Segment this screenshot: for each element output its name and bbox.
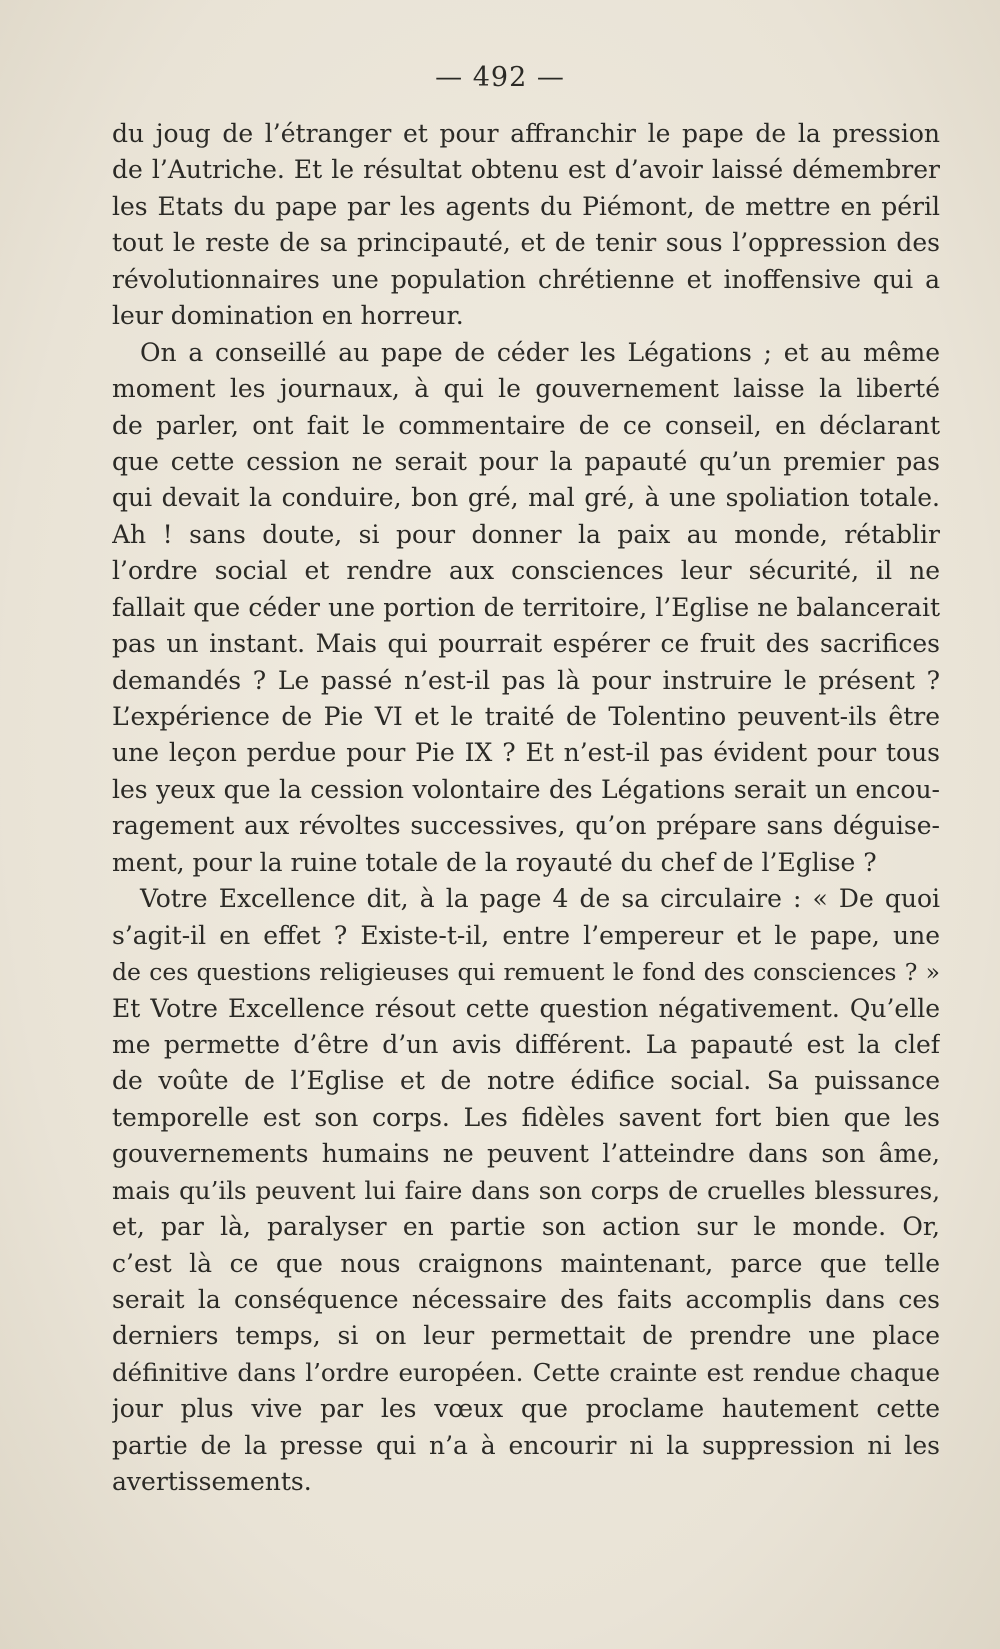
text-line: et, par là, paralyser en partie son action sur le monde. Or, bbox=[112, 1212, 940, 1242]
text-line: serait la conséquence nécessaire des faits accomplis dans ces bbox=[112, 1285, 940, 1314]
text-line: me permette d’être d’un avis différent. La papauté est la clef bbox=[112, 1029, 940, 1059]
text-line: c’est là ce que nous craignons maintenant, parce que telle bbox=[112, 1248, 940, 1278]
text-line: demandés ? Le passé n’est-il pas là pour instruire le présent ? bbox=[112, 665, 940, 695]
page-number: — 492 — bbox=[435, 62, 565, 93]
body-text bbox=[112, 116, 940, 1501]
text-line: l’ordre social et rendre aux consciences leur sécurité, il ne bbox=[112, 556, 940, 586]
text-line: les Etats du pape par les agents du Piémont, de mettre en péril bbox=[112, 191, 940, 221]
paragraph-start-line: Votre Excellence dit, à la page 4 de sa circulaire : « De quoi bbox=[140, 884, 940, 914]
text-line: partie de la presse qui n’a à encourir ni la suppression ni les bbox=[112, 1430, 940, 1460]
text-line: ment, pour la ruine totale de la royauté du chef de l’Eglise ? bbox=[112, 847, 877, 877]
text-line: de l’Autriche. Et le résultat obtenu est d’avoir laissé démembrer bbox=[112, 155, 940, 185]
text-line: s’agit-il en effet ? Existe-t-il, entre l’empereur et le pape, une bbox=[112, 920, 940, 950]
text-line: du joug de l’étranger et pour affranchir le pape de la pression bbox=[112, 119, 940, 148]
text-line: pas un instant. Mais qui pourrait espérer ce fruit des sacrifices bbox=[112, 629, 940, 659]
text-line: leur domination en horreur. bbox=[112, 301, 464, 331]
text-line: avertissements. bbox=[112, 1467, 312, 1497]
text-line: qui devait la conduire, bon gré, mal gré, à une spoliation totale. bbox=[112, 483, 940, 513]
text-line: derniers temps, si on leur permettait de prendre une place bbox=[112, 1321, 940, 1351]
text-line: tout le reste de sa principauté, et de tenir sous l’oppression des bbox=[112, 228, 940, 258]
text-line: Ah ! sans doute, si pour donner la paix au monde, rétablir bbox=[112, 519, 940, 549]
text-line: gouvernements humains ne peuvent l’atteindre dans son âme, bbox=[112, 1139, 940, 1169]
text-line: ragement aux révoltes successives, qu’on prépare sans déguise- bbox=[112, 811, 940, 841]
paragraph-start-line: On a conseillé au pape de céder les Légations ; et au même bbox=[140, 337, 940, 367]
text-line: L’expérience de Pie VI et le traité de Tolentino peuvent-ils être bbox=[112, 702, 940, 731]
text-line: définitive dans l’ordre européen. Cette crainte est rendue chaque bbox=[112, 1357, 940, 1387]
text-line: les yeux que la cession volontaire des Légations serait un encou- bbox=[112, 774, 940, 804]
text-line: moment les journaux, à qui le gouvernement laisse la liberté bbox=[112, 374, 940, 404]
text-line: temporelle est son corps. Les fidèles savent fort bien que les bbox=[112, 1102, 940, 1132]
text-line: une leçon perdue pour Pie IX ? Et n’est-il pas évident pour tous bbox=[112, 738, 940, 768]
text-line: jour plus vive par les vœux que proclame hautement cette bbox=[112, 1394, 940, 1424]
text-line: fallait que céder une portion de territoire, l’Eglise ne balancerait bbox=[112, 592, 940, 622]
text-line: de parler, ont fait le commentaire de ce conseil, en déclarant bbox=[112, 410, 940, 440]
text-line: Et Votre Excellence résout cette question négativement. Qu’elle bbox=[112, 993, 940, 1023]
text-line: de voûte de l’Eglise et de notre édifice social. Sa puissance bbox=[112, 1066, 940, 1096]
text-line: de ces questions religieuses qui remuent le fond des consciences ? » bbox=[112, 958, 940, 987]
text-line: que cette cession ne serait pour la papauté qu’un premier pas bbox=[112, 446, 940, 476]
text-line: mais qu’ils peuvent lui faire dans son corps de cruelles blessures, bbox=[112, 1175, 940, 1205]
text-line: révolutionnaires une population chrétienne et inoffensive qui a bbox=[112, 264, 940, 294]
